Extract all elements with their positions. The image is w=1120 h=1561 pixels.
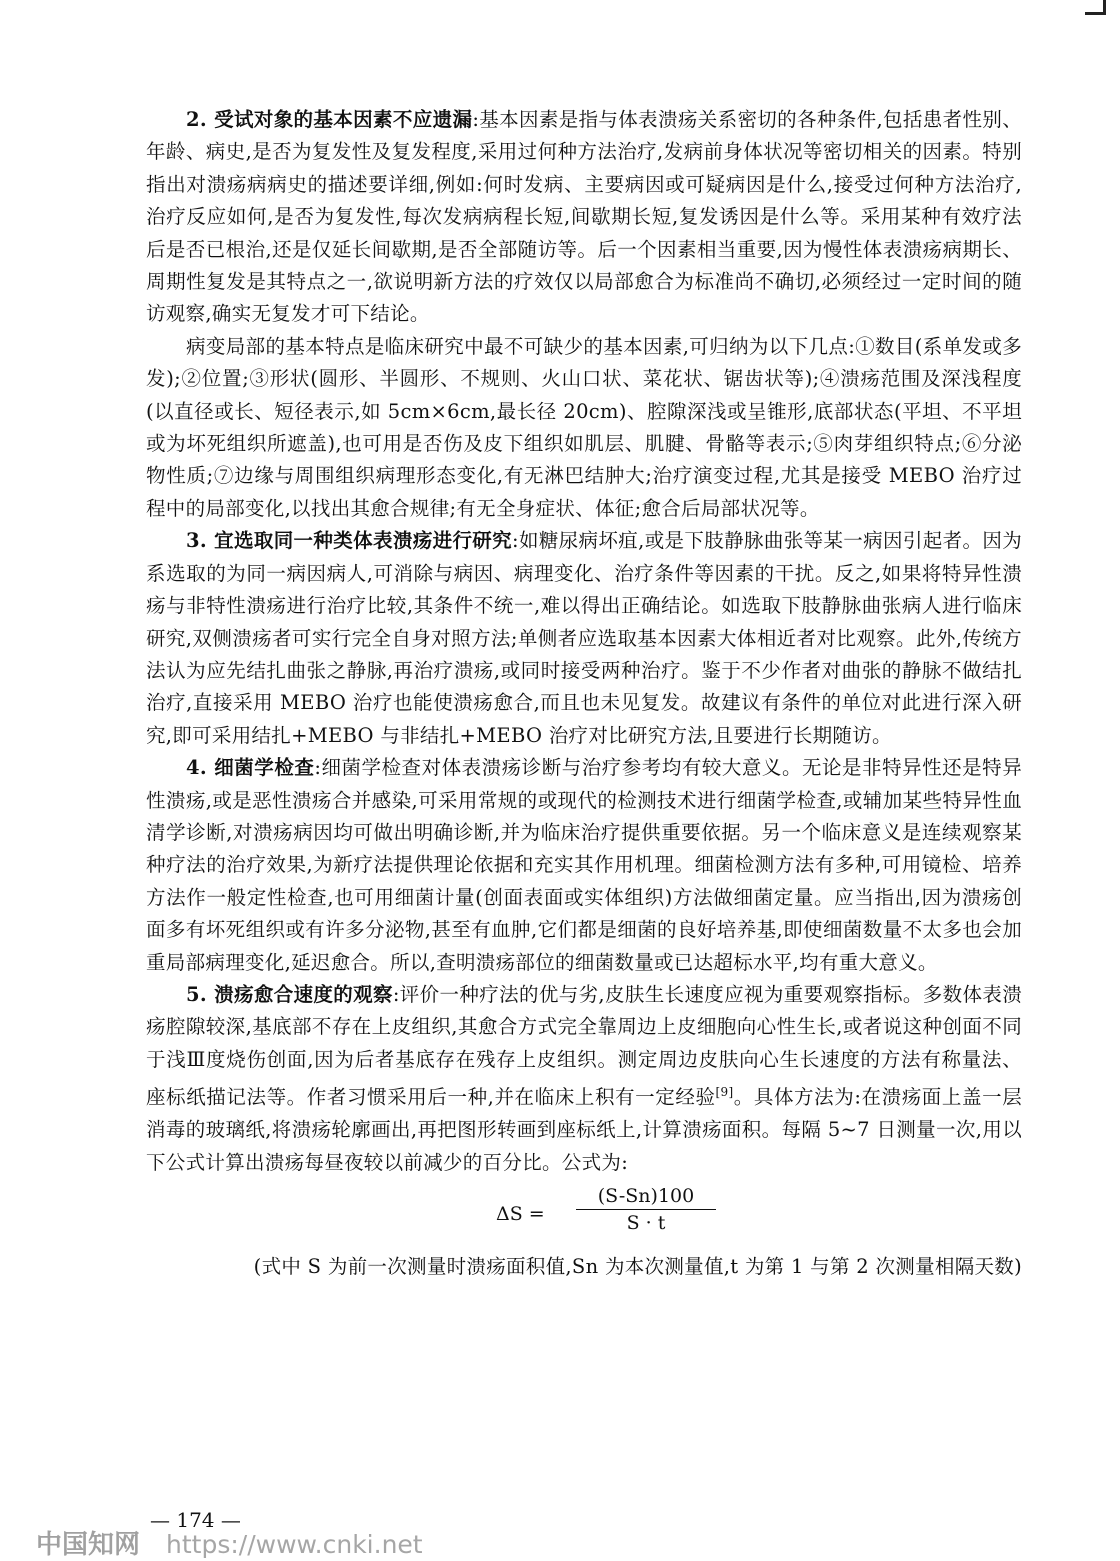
heading-3: 3. 宜选取同一种类体表溃疡进行研究 — [186, 529, 513, 553]
heading-5: 5. 溃疡愈合速度的观察 — [186, 982, 393, 1006]
paragraph-2 — [146, 104, 1022, 331]
paragraph-5-body: :评价一种疗法的优与劣,皮肤生长速度应视为重要观察指标。多数体表溃疡腔隙较深,基底部不存在上皮组织,其愈合方式完全靠周边上皮细胞向心性生长,或者说这种创面不同于浅Ⅲ度烧伤创面,因为后者基底存在残存上皮组织。测定周边皮肤向心生长速度的方法有称量法、座标纸描记法等。作者习惯采用后一种,并在临床上积有一定经验 — [146, 982, 1023, 1109]
heading-2: 2. 受试对象的基本因素不应遗漏 — [186, 108, 473, 131]
paragraph-local-features — [146, 331, 1022, 525]
page-number: — 174 — — [150, 1508, 241, 1532]
paragraph-5 — [146, 979, 1022, 1179]
citation-ref[interactable]: [9] — [715, 1085, 734, 1100]
cnki-url[interactable]: https://www.cnki.net — [166, 1530, 423, 1559]
corner-mark — [1085, 0, 1106, 15]
paragraph-local-features-body: 病变局部的基本特点是临床研究中最不可缺少的基本因素,可归纳为以下几点:①数目(系单发或多发);②位置;③形状(圆形、半圆形、不规则、火山口状、菜花状、锯齿状等);④溃疡范围及深浅程度(以直径或长、短径表示,如 5cm×6cm,最长径 20cm)、腔隙深浅或呈锥形,底部状态(平坦、不平坦或为坏死组织所遮盖),也可用是否伤及皮下组织如肌层、肌腱、骨骼等表示;⑤肉芽组织特点;⑥分泌物性质;⑦边缘与周围组织病理形态变化,有无淋巴结肿大;治疗演变过程,尤其是接受 MEBO 治疗过程中的局部变化,以找出其愈合规律;有无全身症状、体征;愈合后局部状况等。 — [146, 334, 1022, 520]
cnki-brand: 中国知网 — [36, 1530, 141, 1560]
formula-numerator: (S-Sn)100 — [576, 1185, 716, 1210]
paragraph-3-body: :如糖尿病坏疽,或是下肢静脉曲张等某一病因引起者。因为系选取的为同一病因病人,可消除与病因、病理变化、治疗条件等因素的干扰。反之,如果将特异性溃疡与非特性溃疡进行治疗比较,其条件不统一,难以得出正确结论。如选取下肢静脉曲张病人进行临床研究,双侧溃疡者可实行完全自身对照方法;单侧者应选取基本因素大体相近者对比观察。此外,传统方法认为应先结扎曲张之静脉,再治疗溃疡,或同时接受两种治疗。鉴于不少作者对曲张的静脉不做结扎治疗,直接采用 MEBO 治疗也能使溃疡愈合,而且也未见复发。故建议有条件的单位对此进行深入研究,即可采用结扎+MEBO 与非结扎+MEBO 治疗对比研究方法,且要进行长期随访。 — [146, 529, 1022, 747]
formula-denominator: S · t — [626, 1211, 666, 1234]
heading-4: 4. 细菌学检查 — [186, 756, 315, 780]
body-text — [146, 104, 1022, 1283]
paragraph-2-body: :基本因素是指与体表溃疡关系密切的各种条件,包括患者性别、年龄、病史,是否为复发性及复发程度,采用过何种方法治疗,发病前身体状况等密切相关的因素。特别指出对溃疡病病史的描述要详细,例如:何时发病、主要病因或可疑病因是什么,接受过何种方法治疗,治疗反应如何,是否为复发性,每次发病病程长短,间歇期长短,复发诱因是什么等。采用某种有效疗法后是否已根治,还是仅延长间歇期,是否全部随访等。后一个因素相当重要,因为慢性体表溃疡病期长、周期性复发是其特点之一,欲说明新方法的疗效仅以局部愈合为标准尚不确切,必须经过一定时间的随访观察,确实无复发才可下结论。 — [146, 108, 1022, 326]
formula — [146, 1185, 1022, 1247]
paragraph-4-body: :细菌学检查对体表溃疡诊断与治疗参考均有较大意义。无论是非特异性还是特异性溃疡,或是恶性溃疡合并感染,可采用常规的或现代的检测技术进行细菌学检查,或辅加某些特异性血清学诊断,对溃疡病因均可做出明确诊断,并为临床治疗提供重要依据。另一个临床意义是连续观察某种疗法的治疗效果,为新疗法提供理论依据和充实其作用机理。细菌检测方法有多种,可用镜检、培养方法作一般定性检查,也可用细菌计量(创面表面或实体组织)方法做细菌定量。应当指出,因为溃疡创面多有坏死组织或有许多分泌物,甚至有血肿,它们都是细菌的良好培养基,即使细菌数量不太多也会加重局部病理变化,延迟愈合。所以,查明溃疡部位的细菌数量或已达超标水平,均有重大意义。 — [146, 756, 1022, 974]
formula-note: (式中 S 为前一次测量时溃疡面积值,Sn 为本次测量值,t 为第 1 与第 2 次测量相隔天数) — [253, 1254, 1022, 1278]
formula-lhs: ΔS = — [496, 1202, 545, 1225]
paragraph-4 — [146, 752, 1022, 979]
paragraph-3 — [146, 525, 1022, 752]
formula-fraction — [576, 1185, 716, 1234]
watermark-footer — [36, 1524, 423, 1561]
paragraph-5-tail: 。具体方法为:在溃疡面上盖一层消毒的玻璃纸,将溃疡轮廓画出,再把图形转画到座标纸上,计算溃疡面积。每隔 5~7 日测量一次,用以下公式计算出溃疡每昼夜较以前减少的百分比。公式为: — [146, 1085, 1022, 1174]
